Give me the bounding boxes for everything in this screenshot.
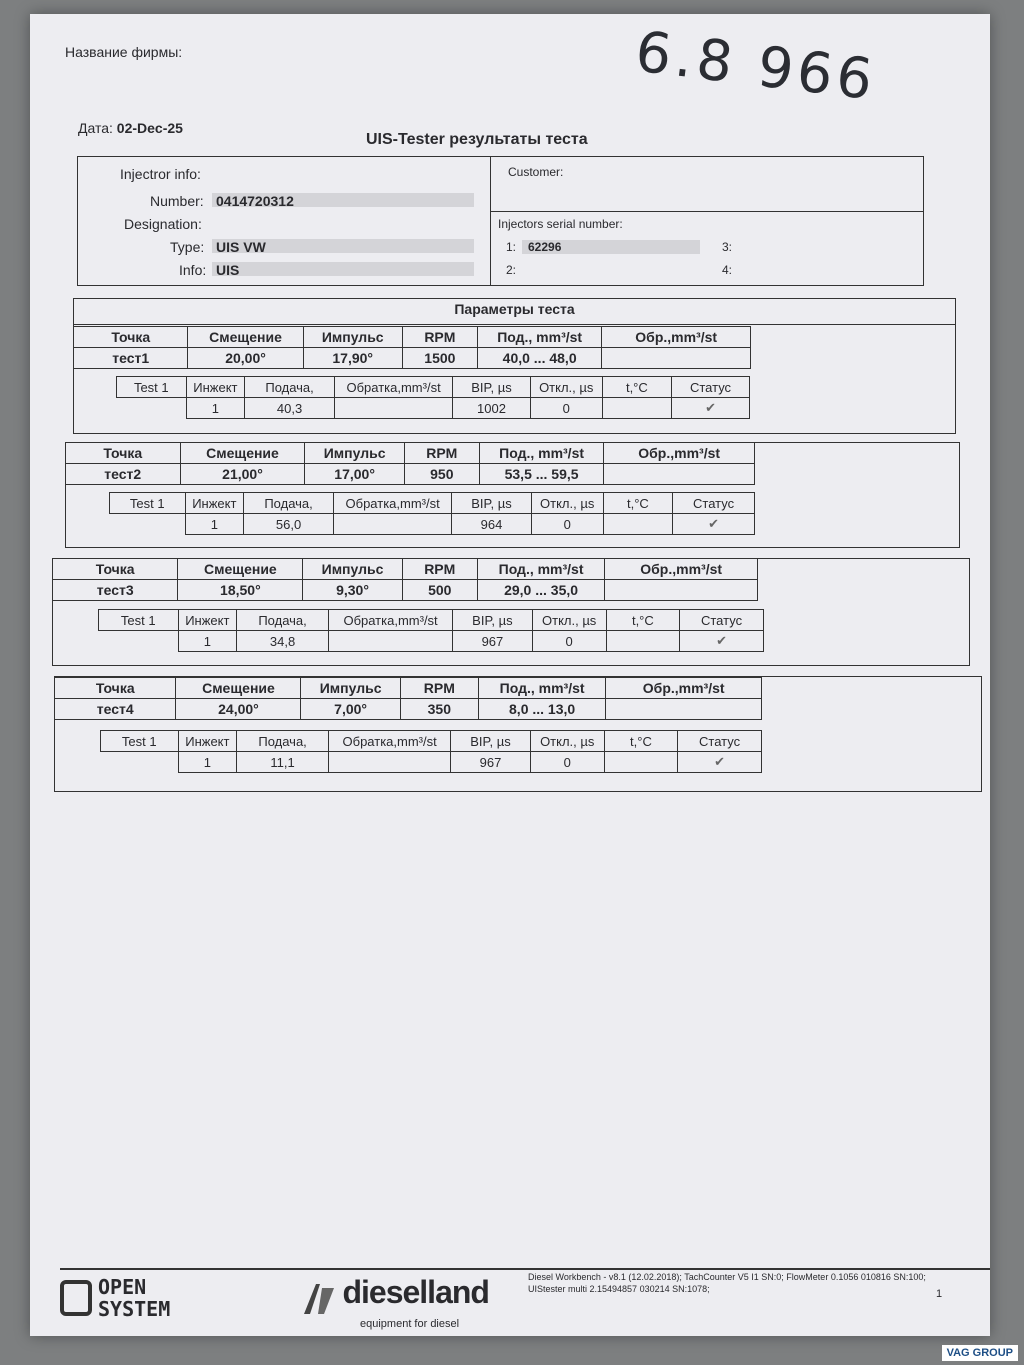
- sub-header-test: Test 1: [99, 610, 179, 631]
- header-offset: Смещение: [178, 559, 303, 580]
- cell-point: тест2: [66, 464, 181, 485]
- cell-feed: 11,1: [237, 752, 329, 773]
- sub-header-bip: BIP, µs: [451, 731, 530, 752]
- cell-return: [602, 348, 751, 369]
- sub-header-bip: BIP, µs: [453, 377, 531, 398]
- cell-pulse: 17,90°: [303, 348, 402, 369]
- sub-header-temp: t,°C: [603, 493, 672, 514]
- cell-deviation: 0: [530, 752, 604, 773]
- cell-injector: 1: [186, 398, 245, 419]
- table-row: [66, 443, 755, 464]
- header-rpm: RPM: [402, 559, 477, 580]
- empty-cell: [101, 752, 179, 773]
- cell-offset: 20,00°: [188, 348, 303, 369]
- table-row: [55, 699, 762, 720]
- cell-bip: 967: [451, 752, 530, 773]
- cell-deviation: 0: [530, 398, 602, 419]
- sub-header-deviation: Откл., µs: [530, 377, 602, 398]
- dieselland-logo: [300, 1274, 489, 1330]
- customer-label: Customer:: [508, 165, 564, 179]
- cell-point: тест1: [74, 348, 188, 369]
- header-rpm: RPM: [404, 443, 479, 464]
- table-row: [110, 514, 755, 535]
- sub-header-temp: t,°C: [602, 377, 671, 398]
- cell-pulse: 17,00°: [305, 464, 404, 485]
- cell-feed: 56,0: [244, 514, 334, 535]
- sub-header-test: Test 1: [117, 377, 187, 398]
- header-delivery: Под., mm³/st: [477, 559, 604, 580]
- sub-header-return: Обратка,mm³/st: [333, 493, 451, 514]
- sub-header-return: Обратка,mm³/st: [328, 610, 452, 631]
- logo-text-line1: OPEN: [98, 1275, 147, 1299]
- cell-delivery: 29,0 ... 35,0: [477, 580, 604, 601]
- date-label: Дата:: [78, 120, 113, 136]
- cell-feed: 40,3: [245, 398, 335, 419]
- info-label: Info:: [179, 262, 207, 278]
- cell-rpm: 950: [404, 464, 479, 485]
- serial-1-label: 1:: [506, 240, 517, 254]
- sub-header-test: Test 1: [110, 493, 186, 514]
- type-value: UIS VW: [216, 239, 266, 255]
- table-row: [74, 348, 751, 369]
- header-rpm: RPM: [402, 327, 477, 348]
- header-pulse: Импульс: [303, 559, 402, 580]
- header-delivery: Под., mm³/st: [478, 678, 605, 699]
- sub-header-status: Статус: [678, 731, 762, 752]
- header-point: Точка: [66, 443, 181, 464]
- info-value: UIS: [216, 262, 240, 278]
- sub-header-return: Обратка,mm³/st: [334, 377, 452, 398]
- sub-header-injector: Инжект: [178, 731, 237, 752]
- cell-return: [328, 631, 452, 652]
- test-3-sub-table: [98, 609, 764, 652]
- header-return: Обр.,mm³/st: [606, 678, 762, 699]
- cell-point: тест3: [53, 580, 178, 601]
- cell-return: [334, 398, 452, 419]
- dieselland-name: dieselland: [342, 1274, 489, 1310]
- cell-feed: 34,8: [237, 631, 329, 652]
- empty-cell: [117, 398, 187, 419]
- cell-return: [329, 752, 451, 773]
- injector-info-box: [77, 156, 924, 286]
- sub-header-status: Статус: [673, 493, 755, 514]
- handwritten-note: 6.8 966: [631, 19, 880, 114]
- empty-cell: [110, 514, 186, 535]
- cell-bip: 1002: [453, 398, 531, 419]
- status-check-icon: ✔: [678, 752, 762, 773]
- cell-offset: 24,00°: [176, 699, 301, 720]
- table-row: [101, 731, 762, 752]
- sub-header-deviation: Откл., µs: [530, 731, 604, 752]
- cell-delivery: 53,5 ... 59,5: [479, 464, 603, 485]
- header-offset: Смещение: [188, 327, 303, 348]
- status-check-icon: ✔: [672, 398, 750, 419]
- test-4-sub-table: [100, 730, 762, 773]
- cell-point: тест4: [55, 699, 176, 720]
- sub-header-feed: Подача,: [245, 377, 335, 398]
- header-delivery: Под., mm³/st: [477, 327, 601, 348]
- cell-pulse: 9,30°: [303, 580, 402, 601]
- cell-temp: [603, 514, 672, 535]
- sub-header-status: Статус: [680, 610, 764, 631]
- cell-offset: 21,00°: [180, 464, 305, 485]
- injector-info-header: Injectror info:: [120, 166, 201, 182]
- header-point: Точка: [53, 559, 178, 580]
- table-row: [55, 678, 762, 699]
- redaction-bar: [212, 262, 474, 276]
- test-1-sub-table: [116, 376, 750, 419]
- table-row: [110, 493, 755, 514]
- date-value: 02-Dec-25: [116, 120, 183, 136]
- serial-2-label: 2:: [506, 263, 517, 277]
- designation-label: Designation:: [124, 216, 202, 232]
- serial-3-label: 3:: [722, 240, 733, 254]
- cell-deviation: 0: [531, 514, 603, 535]
- cell-return: [333, 514, 451, 535]
- vag-group-watermark: VAG GROUP: [942, 1345, 1018, 1361]
- table-row: [99, 610, 764, 631]
- test-1-main-table: [73, 326, 751, 369]
- cell-injector: 1: [178, 631, 237, 652]
- cell-return: [606, 699, 762, 720]
- table-row: [117, 398, 750, 419]
- table-row: [66, 464, 755, 485]
- cell-rpm: 1500: [402, 348, 477, 369]
- sub-header-feed: Подача,: [237, 610, 329, 631]
- type-label: Type:: [170, 239, 205, 255]
- cell-pulse: 7,00°: [301, 699, 400, 720]
- header-return: Обр.,mm³/st: [602, 327, 751, 348]
- table-row: [74, 327, 751, 348]
- sub-header-deviation: Откл., µs: [531, 493, 603, 514]
- footer-divider: [60, 1268, 990, 1270]
- sub-header-injector: Инжект: [185, 493, 244, 514]
- status-check-icon: ✔: [673, 514, 755, 535]
- sub-header-test: Test 1: [101, 731, 179, 752]
- header-point: Точка: [74, 327, 188, 348]
- cell-rpm: 500: [402, 580, 477, 601]
- sub-header-bip: BIP, µs: [452, 493, 531, 514]
- header-return: Обр.,mm³/st: [605, 559, 758, 580]
- cell-temp: [604, 752, 677, 773]
- table-row: [117, 377, 750, 398]
- page-title: UIS-Tester результаты теста: [366, 131, 588, 148]
- cell-temp: [602, 398, 671, 419]
- sub-header-temp: t,°C: [606, 610, 679, 631]
- header-return: Обр.,mm³/st: [604, 443, 755, 464]
- serial-4-label: 4:: [722, 263, 733, 277]
- empty-cell: [99, 631, 179, 652]
- table-row: [101, 752, 762, 773]
- sub-header-bip: BIP, µs: [453, 610, 532, 631]
- sub-header-temp: t,°C: [604, 731, 677, 752]
- cell-rpm: 350: [400, 699, 478, 720]
- cell-deviation: 0: [532, 631, 606, 652]
- header-offset: Смещение: [180, 443, 305, 464]
- sub-header-return: Обратка,mm³/st: [329, 731, 451, 752]
- sub-header-injector: Инжект: [186, 377, 245, 398]
- cell-bip: 964: [452, 514, 531, 535]
- page-number: 1: [936, 1288, 943, 1300]
- sub-header-feed: Подача,: [237, 731, 329, 752]
- dieselland-tagline: equipment for diesel: [360, 1317, 460, 1330]
- cell-bip: 967: [453, 631, 532, 652]
- number-value: 0414720312: [216, 193, 294, 209]
- footer-software-info: Diesel Workbench - v8.1 (12.02.2018); TachCounter V5 I1 SN:0; FlowMeter 0.1056 010816 SN:100; UIStester multi 2.15494857 030214 SN:1078;: [528, 1272, 926, 1294]
- cell-delivery: 40,0 ... 48,0: [477, 348, 601, 369]
- header-pulse: Импульс: [303, 327, 402, 348]
- company-label: Название фирмы:: [65, 44, 183, 60]
- document-page: [30, 14, 990, 1336]
- test-4-main-table: [54, 677, 762, 720]
- divider: [74, 324, 955, 325]
- cell-return: [604, 464, 755, 485]
- cell-delivery: 8,0 ... 13,0: [478, 699, 605, 720]
- sub-header-injector: Инжект: [178, 610, 237, 631]
- header-delivery: Под., mm³/st: [479, 443, 603, 464]
- sub-header-status: Статус: [672, 377, 750, 398]
- sub-header-deviation: Откл., µs: [532, 610, 606, 631]
- cell-offset: 18,50°: [178, 580, 303, 601]
- cell-temp: [606, 631, 679, 652]
- divider: [490, 211, 923, 212]
- cell-injector: 1: [185, 514, 244, 535]
- header-point: Точка: [55, 678, 176, 699]
- cell-return: [605, 580, 758, 601]
- logo-mark-icon: [60, 1280, 92, 1316]
- serial-1-value: 62296: [528, 240, 562, 254]
- date-line: [78, 120, 183, 136]
- open-system-logo: [60, 1276, 170, 1320]
- cell-injector: 1: [178, 752, 237, 773]
- divider: [490, 157, 491, 285]
- header-pulse: Импульс: [301, 678, 400, 699]
- header-pulse: Импульс: [305, 443, 404, 464]
- number-label: Number:: [150, 193, 204, 209]
- test-2-main-table: [65, 442, 755, 485]
- sub-header-feed: Подача,: [244, 493, 334, 514]
- test-2-sub-table: [109, 492, 755, 535]
- serial-header: Injectors serial number:: [498, 217, 623, 231]
- table-row: [53, 580, 758, 601]
- logo-text-line2: SYSTEM: [98, 1297, 171, 1321]
- table-row: [53, 559, 758, 580]
- params-title: Параметры теста: [454, 301, 575, 317]
- status-check-icon: ✔: [680, 631, 764, 652]
- test-3-main-table: [52, 558, 758, 601]
- dieselland-icon: [300, 1280, 338, 1318]
- header-rpm: RPM: [400, 678, 478, 699]
- table-row: [99, 631, 764, 652]
- header-offset: Смещение: [176, 678, 301, 699]
